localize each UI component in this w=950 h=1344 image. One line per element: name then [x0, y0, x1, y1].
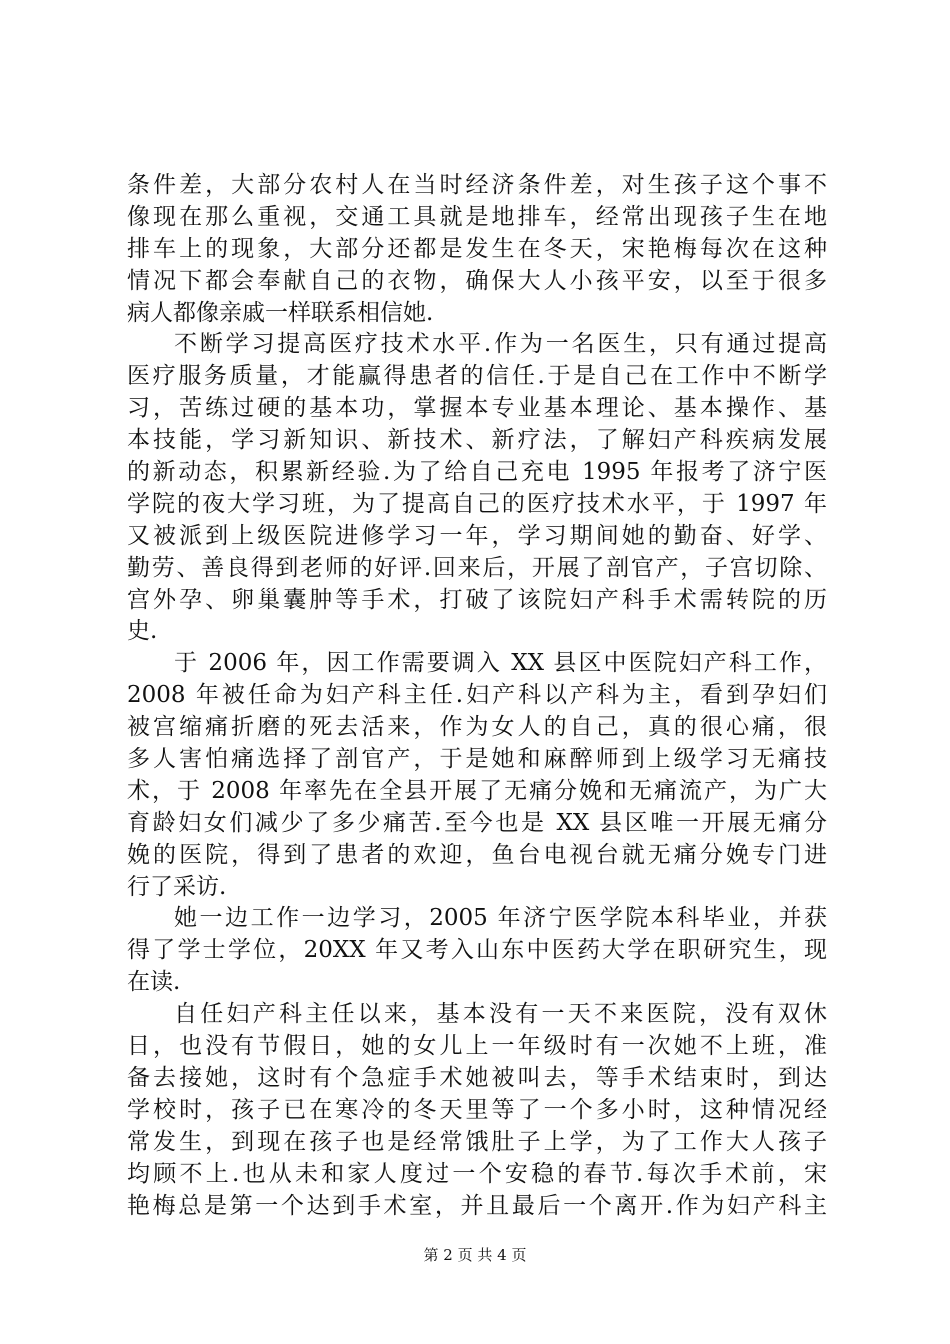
- text-line: 行了采访.: [127, 873, 227, 900]
- text-line: 自任妇产科主任以来，基本没有一天不来医院，没有双休: [174, 1001, 827, 1028]
- text-line: 医疗服务质量，才能赢得患者的信任.于是自己在工作中不断学: [127, 363, 827, 390]
- page-footer: 第 2 页 共 4 页: [423, 1246, 527, 1264]
- text-line: 术，于 2008 年率先在全县开展了无痛分娩和无痛流产，为广大: [127, 777, 827, 804]
- text-line: 史.: [127, 618, 158, 645]
- text-line: 又被派到上级医院进修学习一年，学习期间她的勤奋、好学、: [127, 522, 827, 549]
- text-line: 艳梅总是第一个达到手术室，并且最后一个离开.作为妇产科主: [127, 1192, 827, 1219]
- text-line: 多人害怕痛选择了剖官产，于是她和麻醉师到上级学习无痛技: [127, 746, 827, 773]
- text-line: 不断学习提高医疗技术水平.作为一名医生，只有通过提高: [174, 331, 827, 358]
- text-line: 的新动态，积累新经验.为了给自己充电 1995 年报考了济宁医: [127, 459, 827, 486]
- text-line: 2008 年被任命为妇产科主任.妇产科以产科为主，看到孕妇们: [127, 682, 827, 709]
- text-line: 排车上的现象，大部分还都是发生在冬天，宋艳梅每次在这种: [127, 235, 827, 262]
- text-line: 习，苦练过硬的基本功，掌握本专业基本理论、基本操作、基: [127, 395, 827, 422]
- text-line: 日，也没有节假日，她的女儿上一年级时有一次她不上班，准: [127, 1033, 827, 1060]
- text-line: 条件差，大部分农村人在当时经济条件差，对生孩子这个事不: [127, 172, 827, 198]
- text-line: 娩的医院，得到了患者的欢迎，鱼台电视台就无痛分娩专门进: [127, 841, 827, 868]
- text-line: 学校时，孩子已在寒冷的冬天里等了一个多小时，这种情况经: [127, 1096, 827, 1123]
- text-line: 备去接她，这时有个急症手术她被叫去，等手术结束时，到达: [127, 1064, 827, 1091]
- text-line: 被宫缩痛折磨的死去活来，作为女人的自己，真的很心痛，很: [127, 714, 827, 741]
- text-line: 勤劳、善良得到老师的好评.回来后，开展了剖官产，子宫切除、: [127, 554, 827, 581]
- text-line: 常发生，到现在孩子也是经常饿肚子上学，为了工作大人孩子: [127, 1128, 827, 1155]
- text-line: 像现在那么重视，交通工具就是地排车，经常出现孩子生在地: [127, 203, 827, 230]
- text-line: 于 2006 年，因工作需要调入 XX 县区中医院妇产科工作，: [174, 650, 827, 677]
- text-line: 病人都像亲戚一样联系相信她.: [127, 299, 434, 326]
- text-line: 均顾不上.也从未和家人度过一个安稳的春节.每次手术前，宋: [127, 1160, 827, 1187]
- text-line: 学院的夜大学习班，为了提高自己的医疗技术水平，于 1997 年: [127, 490, 827, 517]
- text-line: 在读.: [127, 969, 181, 996]
- text-line: 宫外孕、卵巢囊肿等手术，打破了该院妇产科手术需转院的历: [127, 586, 827, 613]
- text-line: 本技能，学习新知识、新技术、新疗法，了解妇产科疾病发展: [127, 427, 827, 454]
- text-line: 情况下都会奉献自己的衣物，确保大人小孩平安，以至于很多: [127, 267, 827, 294]
- body-text: [127, 170, 827, 1222]
- text-line: 育龄妇女们减少了多少痛苦.至今也是 XX 县区唯一开展无痛分: [127, 809, 827, 836]
- text-line: 得了学士学位，20XX 年又考入山东中医药大学在职研究生，现: [127, 937, 827, 964]
- text-line: 她一边工作一边学习，2005 年济宁医学院本科毕业，并获: [174, 905, 827, 932]
